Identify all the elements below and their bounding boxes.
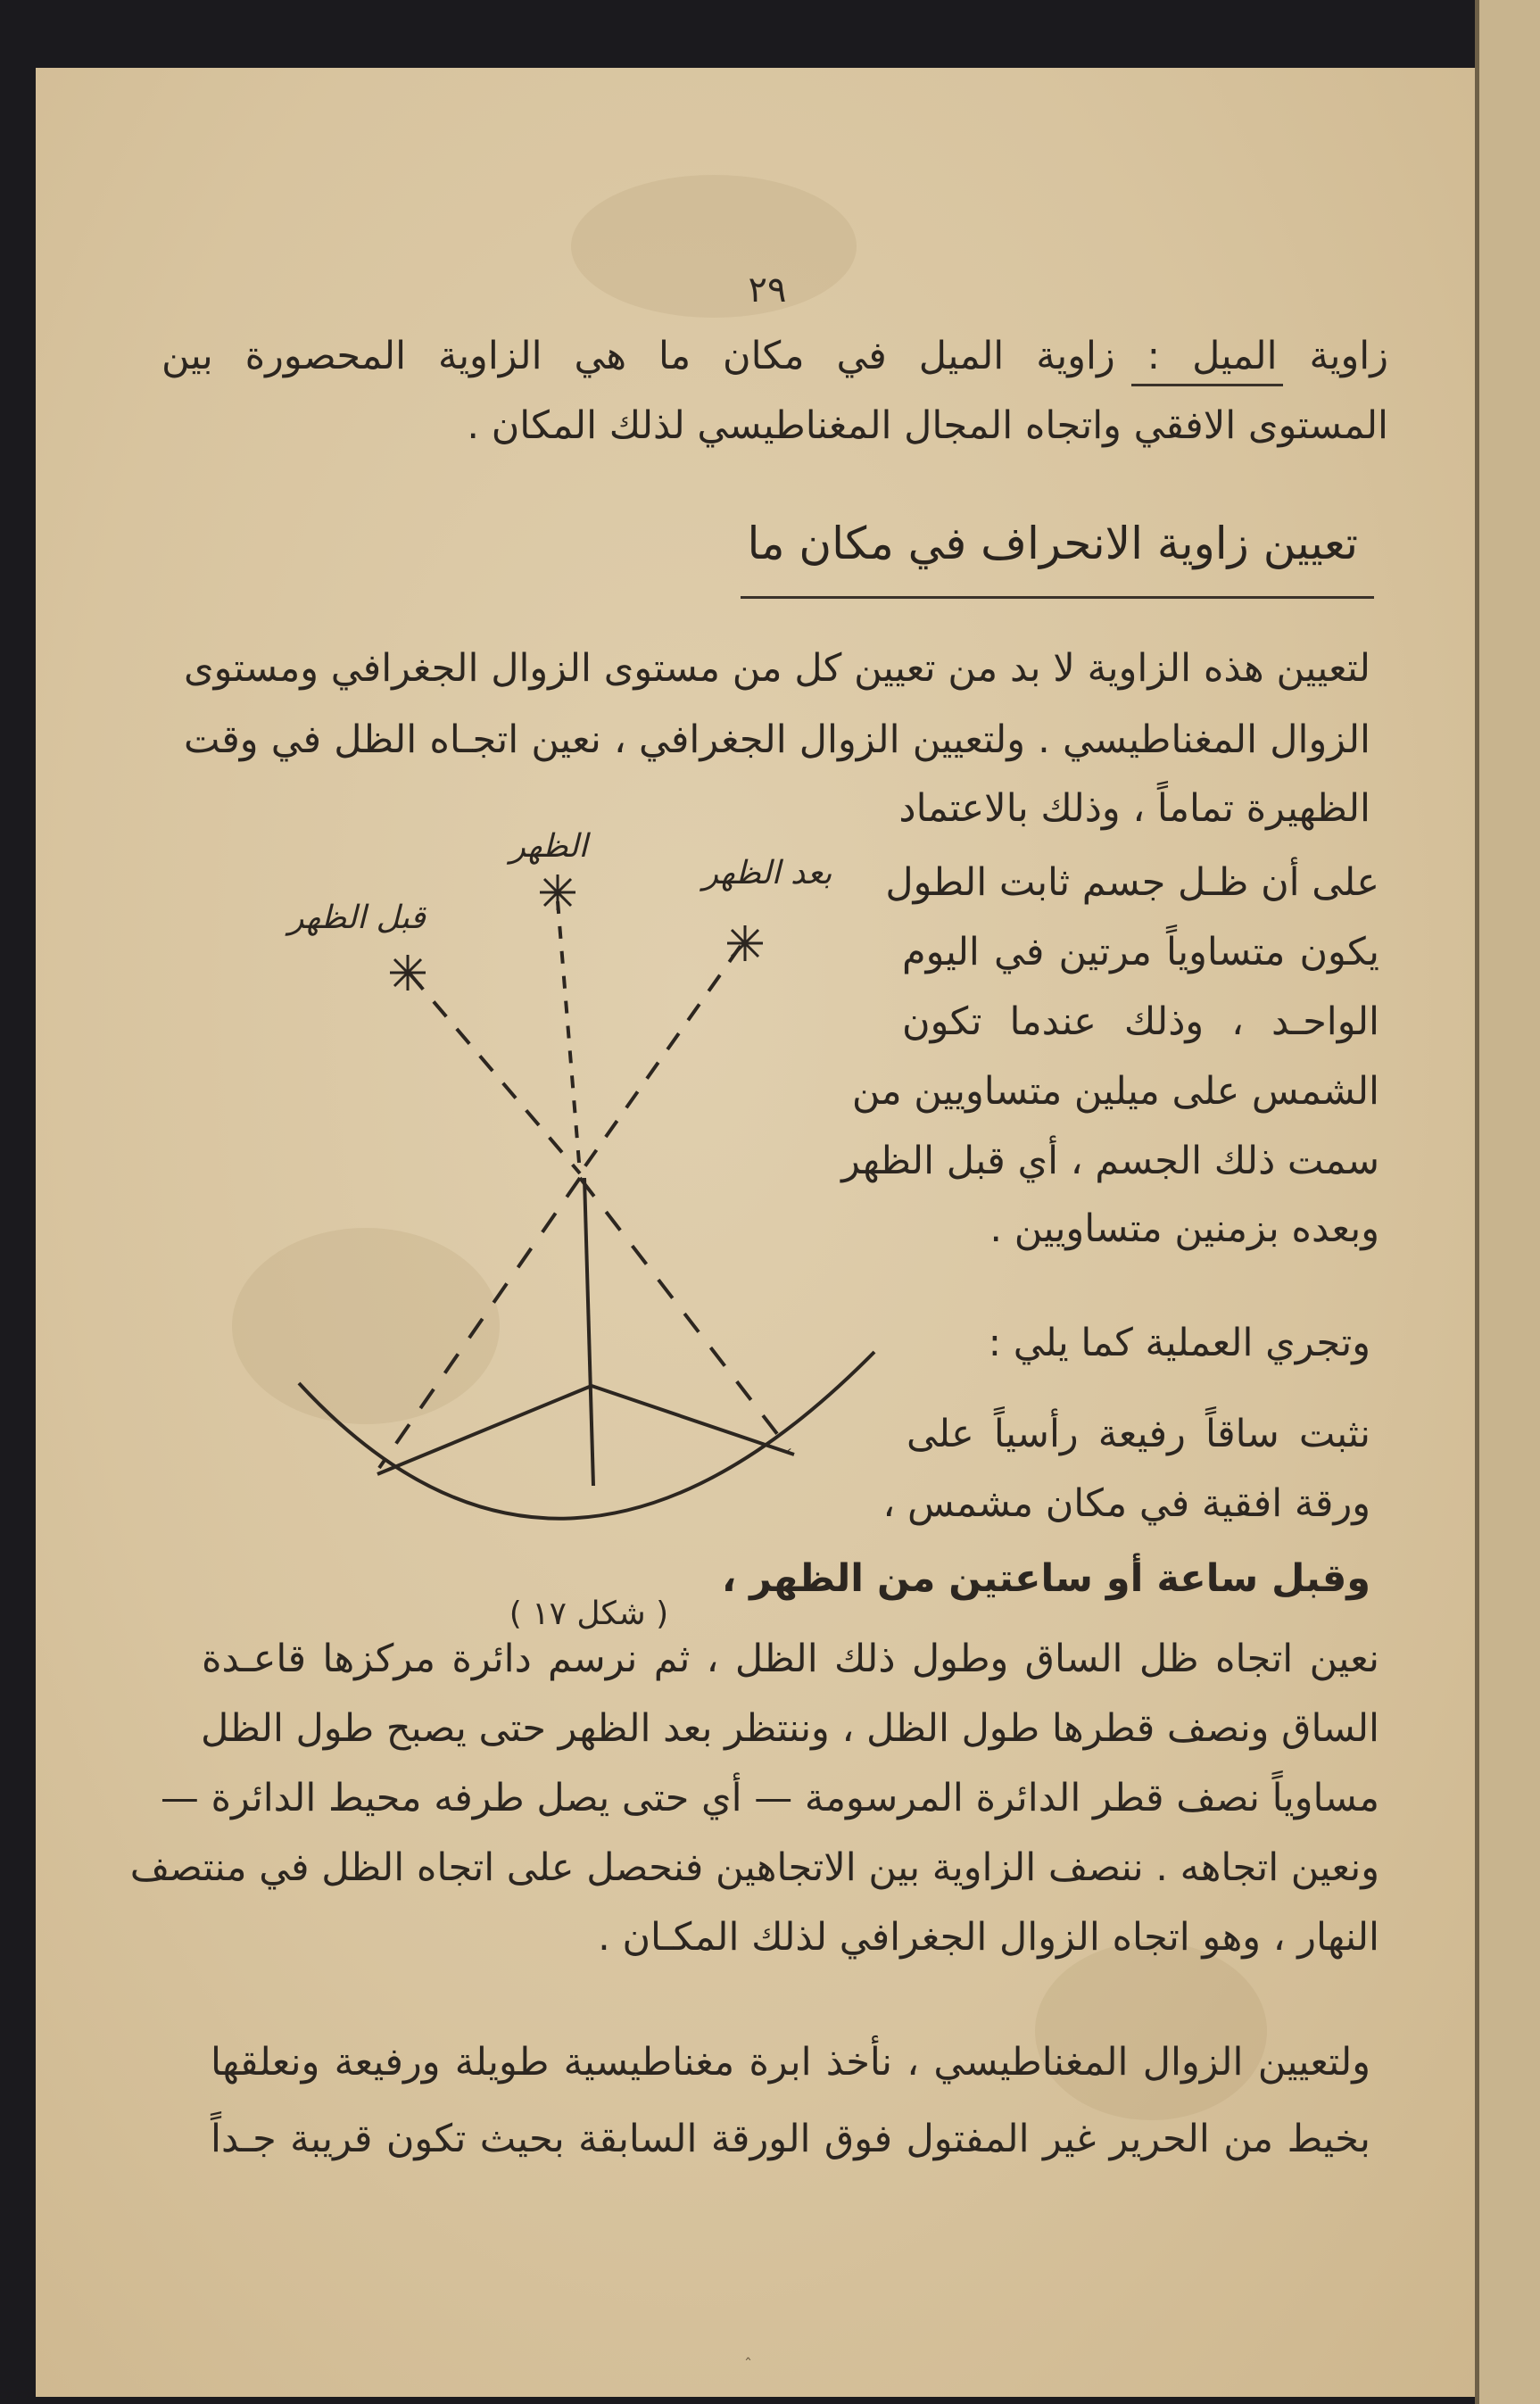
procedure-line-2: نثبت ساقاً رفيعة رأسياً على <box>907 1412 1370 1456</box>
shadow-circle-arc <box>299 1352 874 1519</box>
final-line-1: ولتعيين الزوال المغناطيسي ، نأخذ ابرة مغناطيسية طويلة ورفيعة ونعلقها <box>211 2040 1370 2085</box>
shadow-after-noon <box>592 1386 794 1455</box>
continued-line-5: النهار ، وهو اتجاه الزوال الجغرافي لذلك المكـان . <box>598 1915 1379 1960</box>
side-line-2: يكون متساوياً مرتين في اليوم <box>902 930 1379 974</box>
page-number: ٢٩ <box>748 269 787 311</box>
label-noon: الظهر <box>509 830 588 865</box>
side-line-4: الشمس على ميلين متساويين من <box>851 1069 1379 1114</box>
figure-17-diagram <box>223 830 901 1597</box>
intro-line-3: الظهيرة تماماً ، وذلك بالاعتماد <box>898 786 1370 831</box>
ray-noon <box>558 901 580 1173</box>
ray-after-noon <box>580 946 741 1173</box>
continued-line-2: الساق ونصف قطرها طول الظل ، وننتظر بعد الظهر حتى يصبح طول الظل <box>201 1706 1379 1751</box>
intro-line-2: الزوال المغناطيسي . ولتعيين الزوال الجغرافي ، نعين اتجـاه الظل في وقت <box>184 717 1370 762</box>
label-after-noon: بعد الظهر <box>702 855 832 891</box>
section-heading: تعيين زاوية الانحراف في مكان ما <box>747 518 1358 569</box>
print-mark: ˆ <box>744 2356 752 2375</box>
continued-line-1: نعين اتجاه ظل الساق وطول ذلك الظل ، ثم نرسم دائرة مركزها قاعـدة <box>202 1637 1379 1681</box>
dash-to-before-end <box>379 1178 580 1468</box>
ray-before-noon <box>410 974 580 1173</box>
definition-line-2: المستوى الافقي واتجاه المجال المغناطيسي لذلك المكان . <box>467 403 1388 448</box>
adjacent-page-edge <box>1475 0 1540 2404</box>
continued-line-3: مساوياً نصف قطر الدائرة المرسومة — أي حتى يصل طرفه محيط الدائرة — <box>160 1776 1379 1820</box>
sun-before-noon-icon <box>390 955 426 991</box>
label-before-noon: قبل الظهر <box>288 899 426 936</box>
dash-to-after-end <box>580 1178 790 1450</box>
side-line-6: وبعده بزمنين متساويين . <box>989 1206 1379 1251</box>
procedure-line-1: وتجري العملية كما يلي : <box>988 1321 1370 1365</box>
side-line-3: الواحـد ، وذلك عندما تكون <box>902 999 1379 1044</box>
intro-line-1: لتعيين هذه الزاوية لا بد من تعيين كل من مستوى الزوال الجغرافي ومستوى <box>184 646 1370 691</box>
keyword-underline <box>1131 384 1283 386</box>
side-line-5: سمت ذلك الجسم ، أي قبل الظهر <box>841 1139 1379 1183</box>
side-line-1: على أن ظـل جسم ثابت الطول <box>885 860 1379 905</box>
sun-after-noon-icon <box>727 925 763 961</box>
continued-line-4: ونعين اتجاهه . ننصف الزاوية بين الاتجاهين فنحصل على اتجاه الظل في منتصف <box>129 1845 1379 1890</box>
final-line-2: بخيط من الحرير غير المفتول فوق الورقة السابقة بحيث تكون قريبة جـداً <box>211 2117 1370 2161</box>
rod-line <box>584 1178 593 1486</box>
shadow-before-noon <box>377 1386 592 1474</box>
procedure-line-3: ورقة افقية في مكان مشمس ، <box>882 1481 1370 1526</box>
procedure-line-4: وقبل ساعة أو ساعتين من الظهر ، <box>721 1556 1370 1601</box>
figure-caption: ( شكل ١٧ ) <box>509 1596 669 1632</box>
sun-noon-icon <box>540 875 575 910</box>
heading-underline <box>741 596 1374 599</box>
definition-line-1: زاوية الميل : زاوية الميل في مكان ما هي الزاوية المحصورة بين <box>161 334 1388 378</box>
